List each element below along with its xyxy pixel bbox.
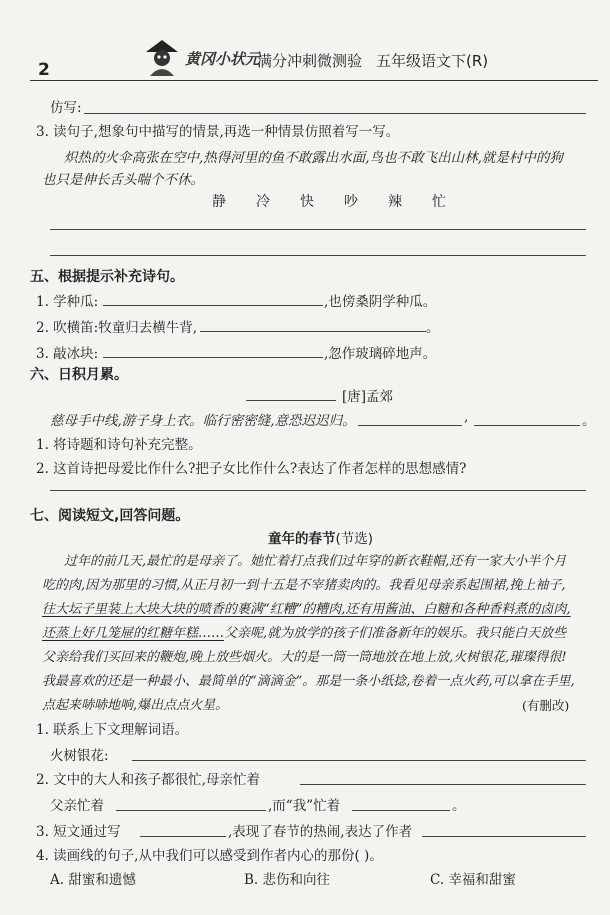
- q3-prompt: 3. 读句子,想象句中描写的情景,再选一种情景仿照着写一写。: [36, 124, 400, 140]
- poem-period: 。: [582, 413, 596, 429]
- paragraph-line: 父亲给我们买回来的鞭炮,晚上放些烟火。大的是一筒一筒地放在地上放,火树银花,璀璨得很!: [42, 650, 567, 665]
- s5-item2-label: 2. 吹横笛:牧童归去横牛背,: [36, 320, 198, 336]
- s5-item2-blank[interactable]: [200, 331, 426, 332]
- s7-q3-b: ,表现了春节的热闹,表达了作者: [228, 824, 413, 840]
- choice-item[interactable]: 静: [212, 194, 226, 210]
- paragraph-line: 过年的前几天,最忙的是母亲了。她忙着打点我们过年穿的新衣鞋帽,还有一家大小半个月: [64, 554, 567, 569]
- s7-q1-blank[interactable]: [132, 760, 586, 761]
- paragraph-line: 我最喜欢的还是一种最小、最简单的“滴滴金”。那是一条小纸捻,卷着一点火药,可以拿在手里,: [42, 674, 575, 689]
- s7-q2-father: 父亲忙着: [50, 798, 104, 814]
- passage-subtitle: (节选): [335, 531, 374, 547]
- poem-author: [唐]孟郊: [342, 389, 394, 405]
- section5-title: 五、根据提示补充诗句。: [30, 269, 184, 285]
- s6-answer-line[interactable]: [50, 490, 586, 491]
- s5-item3-blank[interactable]: [103, 357, 323, 358]
- section6-title: 六、日积月累。: [30, 367, 128, 383]
- s7-q2-me: ,而“我”忙着: [268, 798, 341, 814]
- s7-q3-blank-2[interactable]: [422, 836, 586, 837]
- s7-q4: 4. 读画线的句子,从中我们可以感受到作者内心的那份( )。: [36, 848, 383, 864]
- underlined-segment: 还蒸上好几笼屉的红糖年糕……: [42, 626, 225, 641]
- poem-line: 慈母手中线,游子身上衣。临行密密缝,意恐迟迟归。: [50, 413, 356, 429]
- s6-q2: 2. 这首诗把母爱比作什么?把子女比作什么?表达了作者怎样的思想感情?: [36, 461, 467, 477]
- imitate-label: 仿写:: [50, 100, 82, 116]
- s7-q2: 2. 文中的大人和孩子都很忙,母亲忙着: [36, 772, 260, 788]
- choice-item[interactable]: 吵: [344, 194, 358, 210]
- series-title: 满分冲刺微测验: [257, 52, 363, 70]
- imitate-answer-line[interactable]: [84, 113, 586, 114]
- poem-title-blank[interactable]: [246, 400, 336, 401]
- s5-item1-tail: ,也傍桑阴学种瓜。: [324, 294, 437, 310]
- passage-title-text: 童年的春节: [268, 531, 336, 547]
- s7-q2-end: 。: [452, 798, 466, 814]
- poem-blank-2[interactable]: [474, 425, 580, 426]
- grade-label: 五年级语文下(R): [376, 52, 489, 70]
- s5-item3-label: 3. 敲冰块:: [36, 346, 99, 362]
- s5-item2-tail: 。: [426, 320, 440, 336]
- poem-blank-1[interactable]: [358, 425, 462, 426]
- q3-answer-line[interactable]: [50, 229, 586, 230]
- s7-q2-blank-mother[interactable]: [300, 784, 586, 785]
- choice-item[interactable]: 冷: [256, 194, 270, 210]
- s6-q1: 1. 将诗题和诗句补充完整。: [36, 437, 202, 453]
- page-number: 2: [38, 60, 50, 80]
- q3-answer-line[interactable]: [50, 255, 586, 256]
- s7-q2-blank-me[interactable]: [352, 810, 450, 811]
- section7-title: 七、阅读短文,回答问题。: [30, 508, 190, 524]
- s5-item1-blank[interactable]: [103, 305, 323, 306]
- passage-title: [268, 527, 373, 547]
- paragraph-line-underlined: 往大坛子里装上大块大块的喷香的裹满“红糟”的糟肉,还有用酱油、白糖和各种香料煮的卤肉,: [42, 602, 571, 617]
- choice-item[interactable]: 辣: [388, 194, 402, 210]
- logo-text: 黄冈小状元: [185, 50, 261, 68]
- option-b[interactable]: B. 悲伤和向往: [244, 872, 331, 888]
- adapted-note: (有删改): [522, 698, 570, 713]
- s7-q2-blank-father[interactable]: [116, 810, 266, 811]
- header-divider: [30, 80, 598, 81]
- s5-item1-label: 1. 学种瓜:: [36, 294, 99, 310]
- q3-choices: [0, 191, 610, 211]
- paragraph-line: 吃的肉,因为那里的习惯,从正月初一到十五是不宰猪卖肉的。我看见母亲系起围裙,挽上袖子,: [42, 578, 566, 593]
- s7-q3-blank-1[interactable]: [140, 836, 226, 837]
- s7-q1: 1. 联系上下文理解词语。: [36, 722, 189, 738]
- q3-sentence-line2: 也只是伸长舌头喘个不休。: [42, 172, 204, 188]
- poem-comma: ,: [464, 409, 469, 425]
- paragraph-line: [42, 622, 566, 641]
- mascot-logo-icon: [140, 38, 184, 82]
- option-a[interactable]: A. 甜蜜和遗憾: [50, 872, 136, 888]
- s7-q3-a: 3. 短文通过写: [36, 824, 121, 840]
- choice-item[interactable]: 忙: [432, 194, 446, 210]
- s7-q1-word: 火树银花:: [50, 748, 109, 764]
- paragraph-segment: 父亲呢,就为放学的孩子们准备新年的娱乐。我只能白天放些: [224, 626, 567, 641]
- s5-item3-tail: ,忽作玻璃碎地声。: [324, 346, 437, 362]
- q3-sentence-line1: 炽热的火伞高张在空中,热得河里的鱼不敢露出水面,鸟也不敢飞出山林,就是村中的狗: [64, 150, 563, 166]
- option-c[interactable]: C. 幸福和甜蜜: [430, 872, 516, 888]
- choice-item[interactable]: 快: [300, 194, 314, 210]
- paragraph-line: 点起来哧哧地响,爆出点点火星。: [42, 698, 229, 713]
